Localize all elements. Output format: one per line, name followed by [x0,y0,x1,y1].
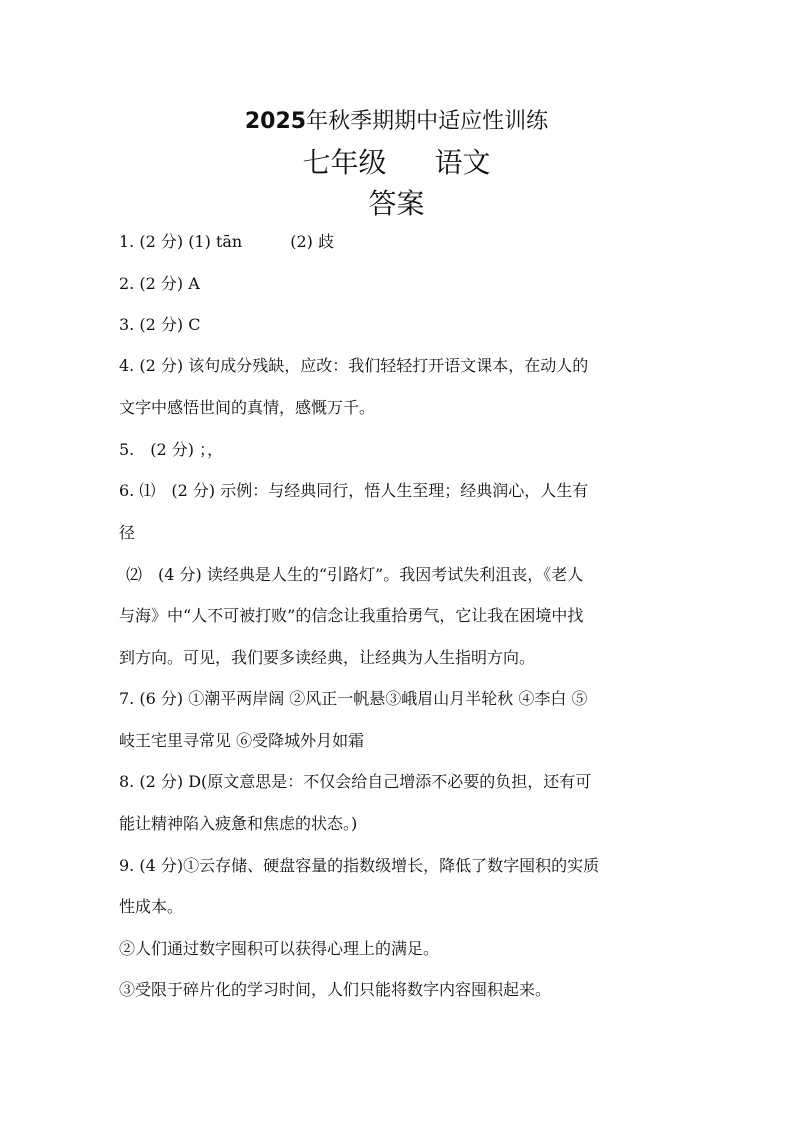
answer-line: 2. (2 分) A [119,274,200,293]
answer-line: ②人们通过数字囤积可以获得心理上的满足。 [119,939,440,958]
subject-label: 语文 [434,146,491,179]
answer-line: 8. (2 分) D(原文意思是：不仅会给自己增添不必要的负担，还有可 [119,772,592,791]
answer-line: ③受限于碎片化的学习时间，人们只能将数字内容囤积起来。 [119,980,552,999]
answer-line: 1. (2 分) (1) tān (2) 歧 [119,232,334,251]
answer-line: 5. (2 分) ；， [119,440,224,459]
exam-title [0,104,793,135]
answer-line: 能让精神陷入疲惫和焦虑的状态。) [119,814,358,833]
answer-line: 与海》中“人不可被打败”的信念让我重拾勇气，它让我在困境中找 [119,606,584,625]
answer-line: 径 [119,523,136,542]
answer-line: 岐王宅里寻常见 ⑥受降城外月如霜 [119,731,365,750]
answer-line: 7. (6 分) ①潮平两岸阔 ②风正一帆悬③峨眉山月半轮秋 ④李白 ⑤ [119,689,588,708]
answer-line: 性成本。 [119,897,184,916]
answer-heading: 答案 [368,187,425,220]
grade-subject-heading [0,141,793,181]
answer-line: 文字中感悟世间的真情，感慨万千。 [119,398,376,417]
answer-line: 到方向。可见，我们要多读经典，让经典为人生指明方向。 [119,648,536,667]
answer-line: 4. (2 分) 该句成分残缺，应改：我们轻轻打开语文课本，在动人的 [119,356,589,375]
answer-line: 9. (4 分)①云存储、硬盘容量的指数级增长，降低了数字囤积的实质 [119,856,600,875]
exam-title-text: 年秋季期期中适应性训练 [306,109,549,134]
exam-year: 2025 [244,109,307,134]
answer-line: ⑵ (4 分) 读经典是人生的“引路灯”。我因考试失利沮丧，《老人 [126,565,584,584]
answer-line: 6. ⑴ (2 分) 示例：与经典同行，悟人生至理；经典润心，人生有 [119,481,589,500]
answer-line: 3. (2 分) C [119,315,201,334]
grade-label: 七年级 [302,146,387,179]
